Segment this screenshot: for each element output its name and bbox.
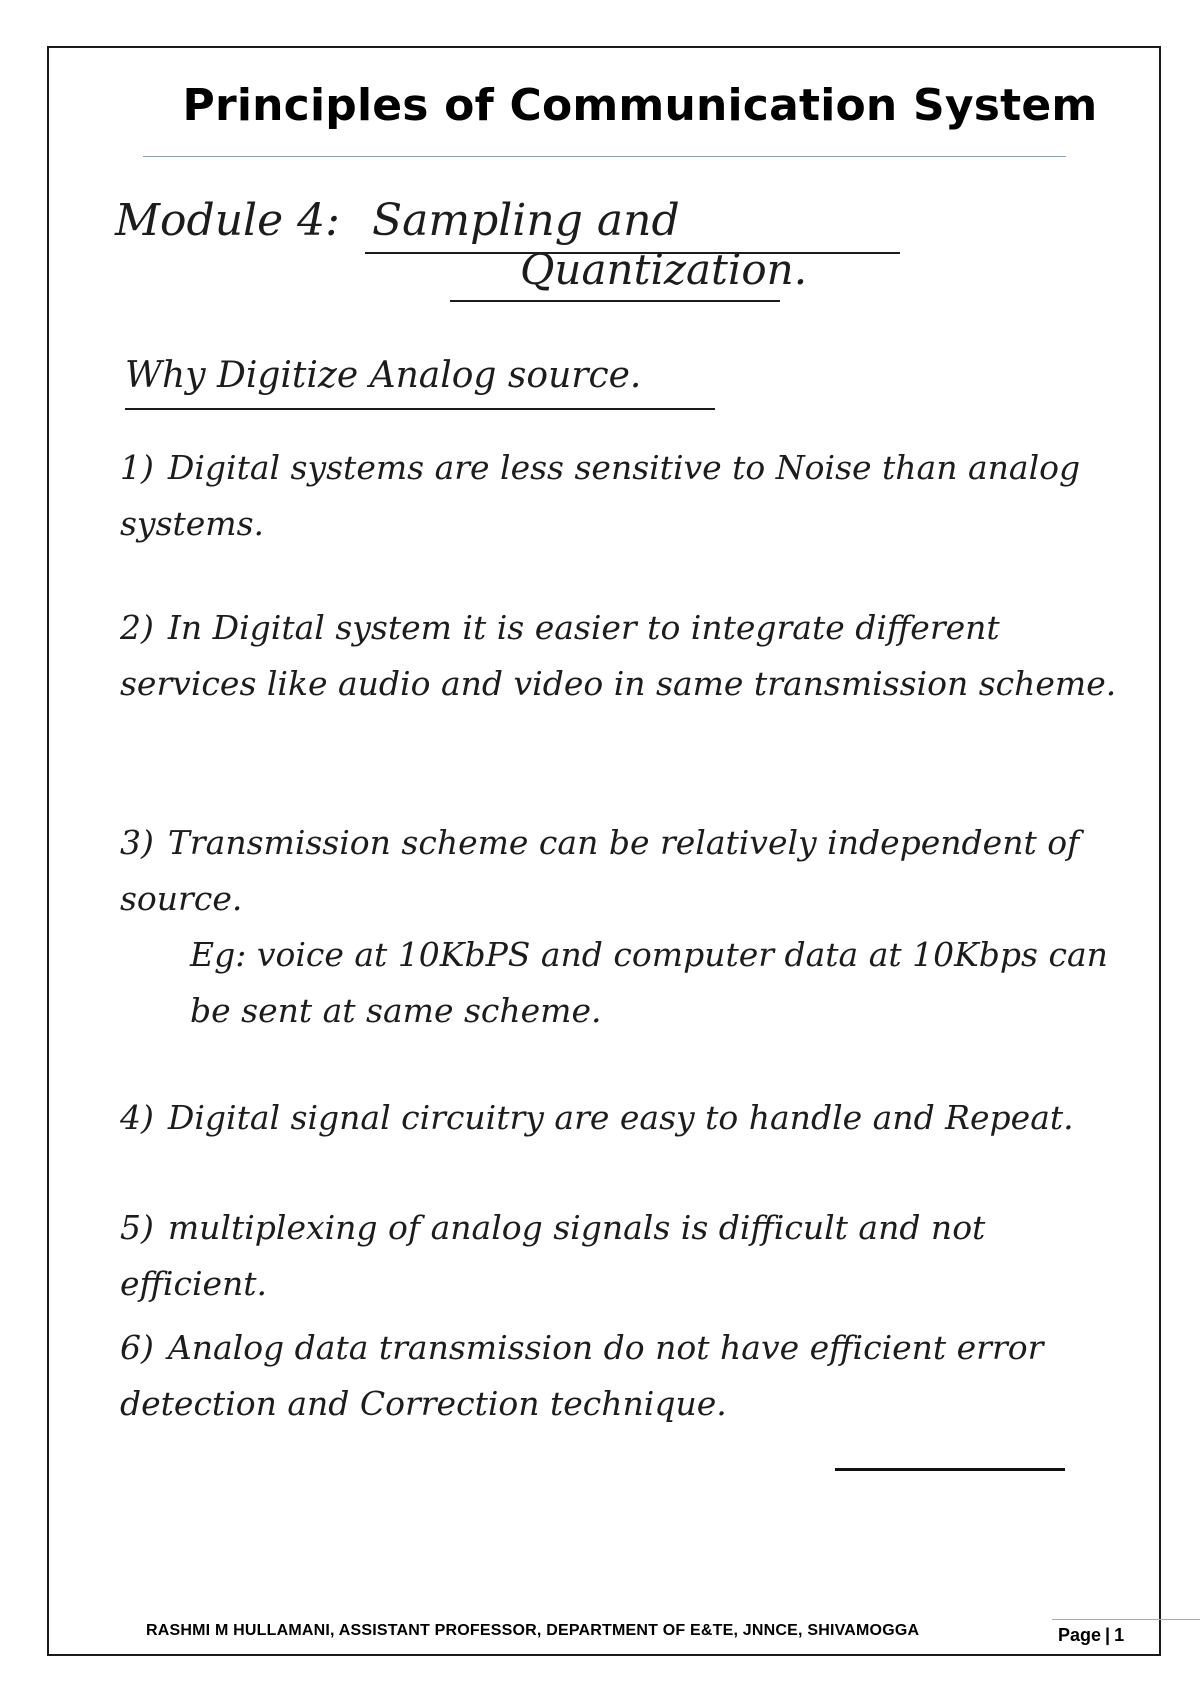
list-item (120, 1200, 1140, 1312)
list-item-number: 6) (120, 1328, 154, 1367)
list-item-text: Digital systems are less sensitive to Noise than analog systems. (120, 448, 1081, 543)
section-heading-underline (125, 408, 715, 410)
list-item-text: multiplexing of analog signals is difficult and not efficient. (120, 1208, 986, 1303)
list-item-number: 5) (120, 1208, 154, 1247)
title-divider (143, 156, 1066, 157)
page-title: Principles of Communication System (182, 80, 1098, 131)
list-item-number: 2) (120, 608, 154, 647)
page-label: Page (1058, 1625, 1102, 1645)
list-item (120, 600, 1140, 712)
module-topic-line2: Quantization. (520, 245, 808, 294)
page-number-value: 1 (1114, 1625, 1125, 1645)
module-label: Module 4: (115, 195, 340, 246)
end-of-notes-rule (835, 1468, 1065, 1471)
list-item-text: Analog data transmission do not have efficient error detection and Correction technique. (120, 1328, 1044, 1423)
list-item-number: 1) (120, 448, 154, 487)
list-item-text: Transmission scheme can be relatively independent of source. (120, 823, 1080, 918)
list-item (120, 815, 1140, 1039)
list-item (120, 440, 1140, 552)
page-number-divider (1052, 1619, 1200, 1620)
list-item (120, 1320, 1140, 1432)
page-number: Page | 1 (1058, 1625, 1125, 1645)
list-item-text: In Digital system it is easier to integrate different services like audio and video in same transmission scheme. (120, 608, 1117, 703)
list-item-example: Eg: voice at 10KbPS and computer data at 10Kbps can be sent at same scheme. (190, 935, 1108, 1030)
list-item-number: 3) (120, 823, 154, 862)
footer-author: RASHMI M HULLAMANI, ASSISTANT PROFESSOR, DEPARTMENT OF E&TE, JNNCE, SHIVAMOGGA (146, 1622, 920, 1639)
module-heading (115, 195, 680, 246)
list-item-text: Digital signal circuitry are easy to handle and Repeat. (167, 1098, 1074, 1137)
section-heading: Why Digitize Analog source. (125, 355, 642, 396)
list-item-number: 4) (120, 1098, 154, 1137)
list-item (120, 1090, 1140, 1146)
module-topic-line1: Sampling and (371, 195, 680, 246)
module-topic-line2-underline (450, 300, 780, 302)
